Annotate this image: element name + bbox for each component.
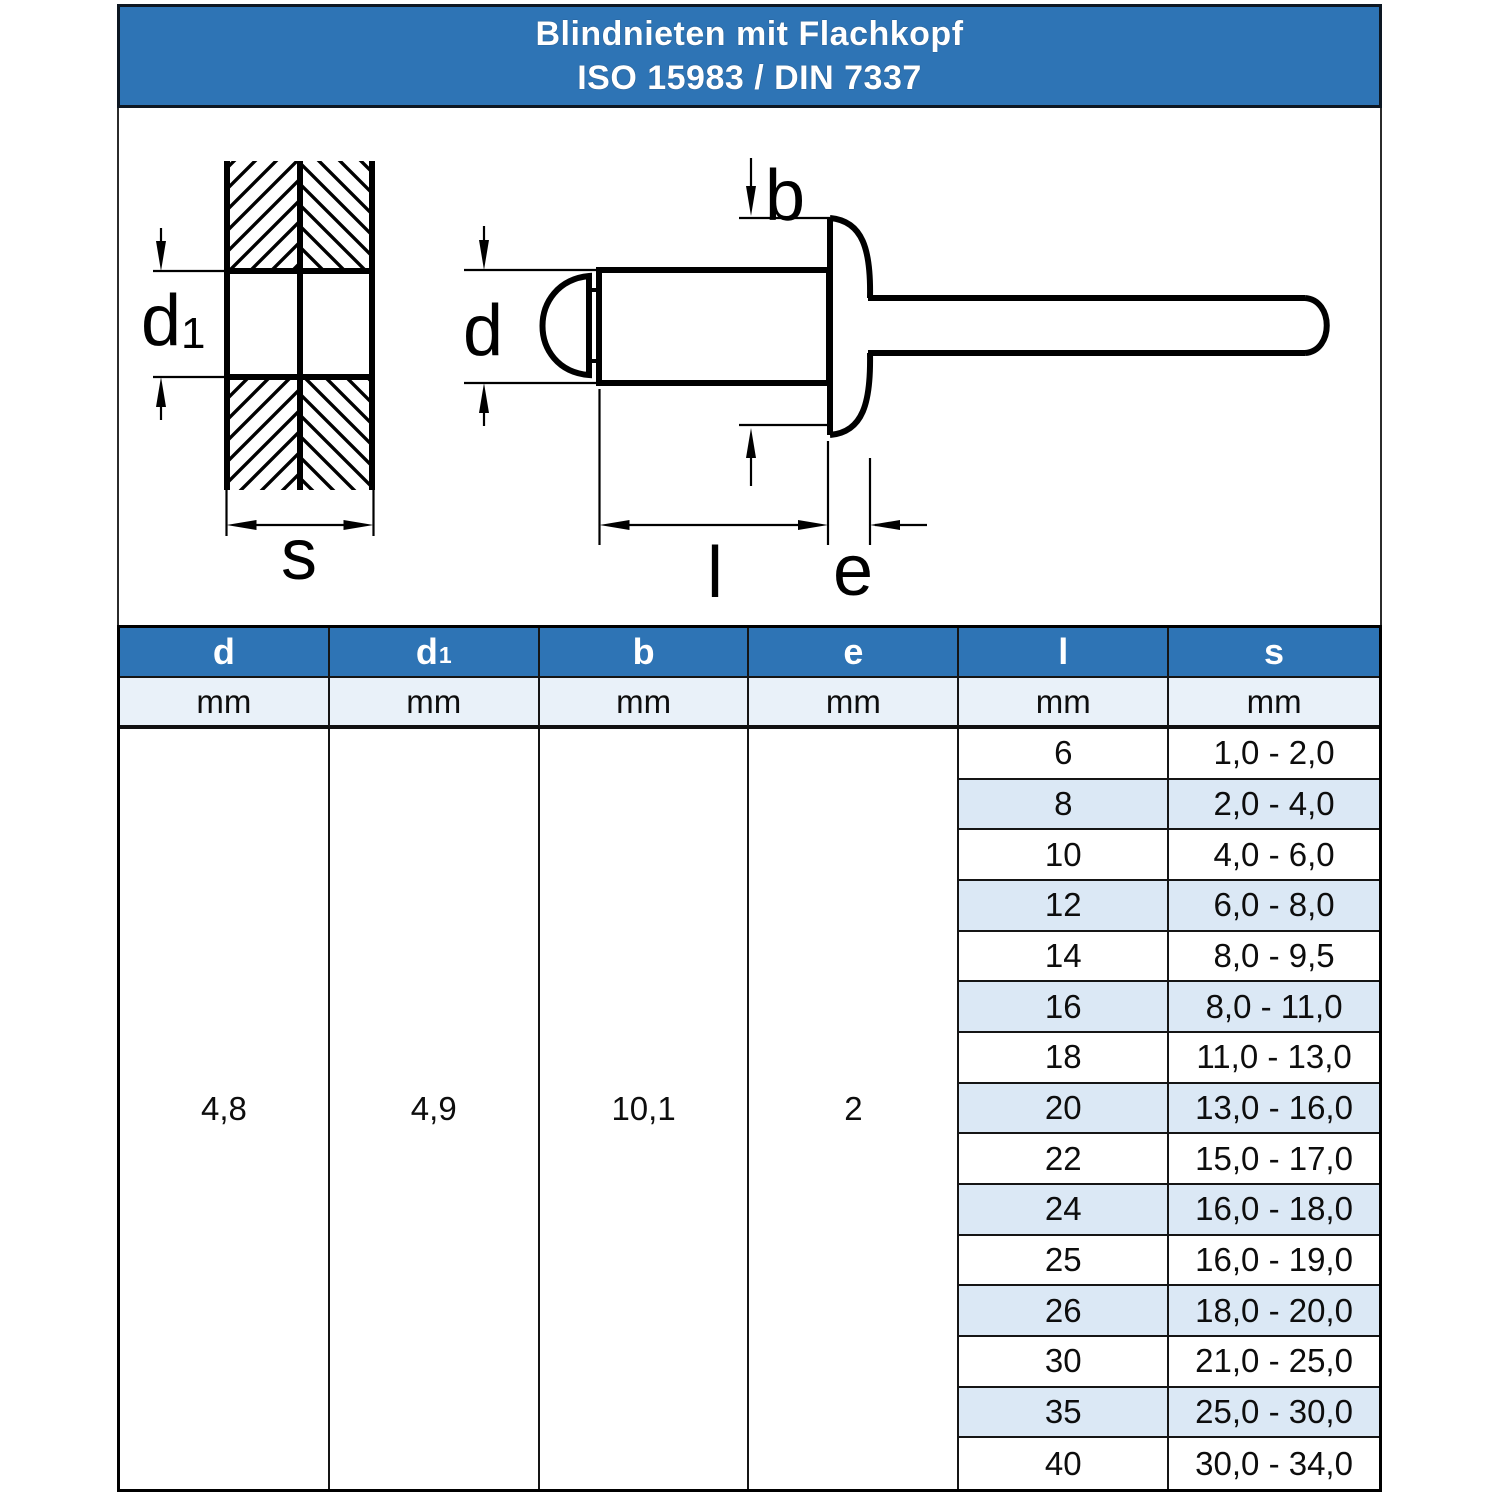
units-cell-s: mm (1169, 678, 1379, 729)
column-header-l (959, 628, 1169, 678)
arrow-d-down (479, 240, 489, 270)
column-header-b (540, 628, 750, 678)
row-l-13: 35 (959, 1388, 1169, 1439)
row-s-3: 6,0 - 8,0 (1169, 881, 1379, 932)
row-s-6: 11,0 - 13,0 (1169, 1033, 1379, 1084)
units-cell-d: mm (120, 678, 330, 729)
column-header-l-label: l (1058, 631, 1069, 672)
hatch-top-right (300, 161, 372, 271)
row-l-10: 25 (959, 1236, 1169, 1287)
column-header-s-label: s (1264, 631, 1285, 672)
value-b: 10,1 (540, 729, 750, 1489)
arrow-d1-up (156, 377, 166, 407)
row-s-5: 8,0 - 11,0 (1169, 982, 1379, 1033)
value-e: 2 (749, 729, 959, 1489)
column-header-d (120, 628, 330, 678)
column-header-d1 (330, 628, 540, 678)
row-l-12: 30 (959, 1337, 1169, 1388)
row-s-4: 8,0 - 9,5 (1169, 932, 1379, 983)
arrow-s-left (227, 520, 257, 530)
title-line-2: ISO 15983 / DIN 7337 (577, 59, 922, 97)
row-s-11: 18,0 - 20,0 (1169, 1286, 1379, 1337)
title-banner (117, 4, 1382, 108)
dim-label-e: e (833, 531, 874, 611)
units-cell-e: mm (749, 678, 959, 729)
dim-label-b: b (765, 156, 806, 236)
arrow-l-left (600, 520, 630, 530)
technical-drawing-svg (119, 108, 1380, 625)
dim-label-l: l (707, 533, 723, 613)
column-header-d-label: d (212, 631, 235, 672)
row-l-14: 40 (959, 1438, 1169, 1489)
column-header-e-label: e (843, 631, 864, 672)
value-d1: 4,9 (330, 729, 540, 1489)
row-l-2: 10 (959, 830, 1169, 881)
arrow-b-down (746, 186, 756, 216)
units-cell-b: mm (540, 678, 750, 729)
arrow-d1-down (156, 241, 166, 271)
column-header-d1-subscript: 1 (438, 642, 452, 668)
arrow-b-up (746, 428, 756, 458)
plate-section-view (141, 161, 375, 595)
dim-label-d: d (463, 291, 504, 371)
value-d: 4,8 (120, 729, 330, 1489)
mandrel-head (543, 276, 590, 375)
dim-l-lines (600, 389, 829, 545)
row-l-9: 24 (959, 1185, 1169, 1236)
arrow-d-up (479, 383, 489, 413)
units-cell-d1: mm (330, 678, 540, 729)
technical-drawing-panel (117, 108, 1382, 625)
dimension-table (117, 625, 1382, 1492)
hatch-bottom-right (300, 377, 372, 490)
units-cell-l: mm (959, 678, 1169, 729)
row-l-4: 14 (959, 932, 1169, 983)
row-l-6: 18 (959, 1033, 1169, 1084)
row-s-8: 15,0 - 17,0 (1169, 1134, 1379, 1185)
row-l-3: 12 (959, 881, 1169, 932)
row-s-0: 1,0 - 2,0 (1169, 729, 1379, 780)
row-l-11: 26 (959, 1286, 1169, 1337)
rivet-flange-head (830, 218, 870, 435)
column-header-b-label: b (632, 631, 655, 672)
row-s-13: 25,0 - 30,0 (1169, 1388, 1379, 1439)
row-l-8: 22 (959, 1134, 1169, 1185)
row-s-1: 2,0 - 4,0 (1169, 780, 1379, 831)
rivet-body (599, 270, 829, 383)
hatch-bottom-left (227, 377, 300, 490)
column-header-e (749, 628, 959, 678)
row-s-7: 13,0 - 16,0 (1169, 1084, 1379, 1135)
arrow-l-right (798, 520, 828, 530)
row-s-2: 4,0 - 6,0 (1169, 830, 1379, 881)
column-header-s (1169, 628, 1379, 678)
arrow-e-left (870, 520, 900, 530)
title-line-1: Blindnieten mit Flachkopf (535, 15, 964, 53)
row-s-10: 16,0 - 19,0 (1169, 1236, 1379, 1287)
dim-label-d1: d (141, 281, 182, 361)
dim-e-lines (870, 458, 927, 545)
dim-label-d1-sub: 1 (181, 309, 206, 358)
row-l-5: 16 (959, 982, 1169, 1033)
hatch-top-left (227, 161, 300, 271)
row-s-14: 30,0 - 34,0 (1195, 1444, 1353, 1482)
arrow-s-right (344, 520, 374, 530)
row-l-7: 20 (959, 1084, 1169, 1135)
dim-label-s: s (281, 515, 317, 595)
row-l-0: 6 (959, 729, 1169, 780)
column-header-d1-label: d (415, 631, 438, 672)
rivet-side-view (463, 156, 1327, 613)
row-l-1: 8 (959, 780, 1169, 831)
row-s-12: 21,0 - 25,0 (1169, 1337, 1379, 1388)
mandrel-pin (868, 298, 1327, 353)
row-s-9: 16,0 - 18,0 (1169, 1185, 1379, 1236)
